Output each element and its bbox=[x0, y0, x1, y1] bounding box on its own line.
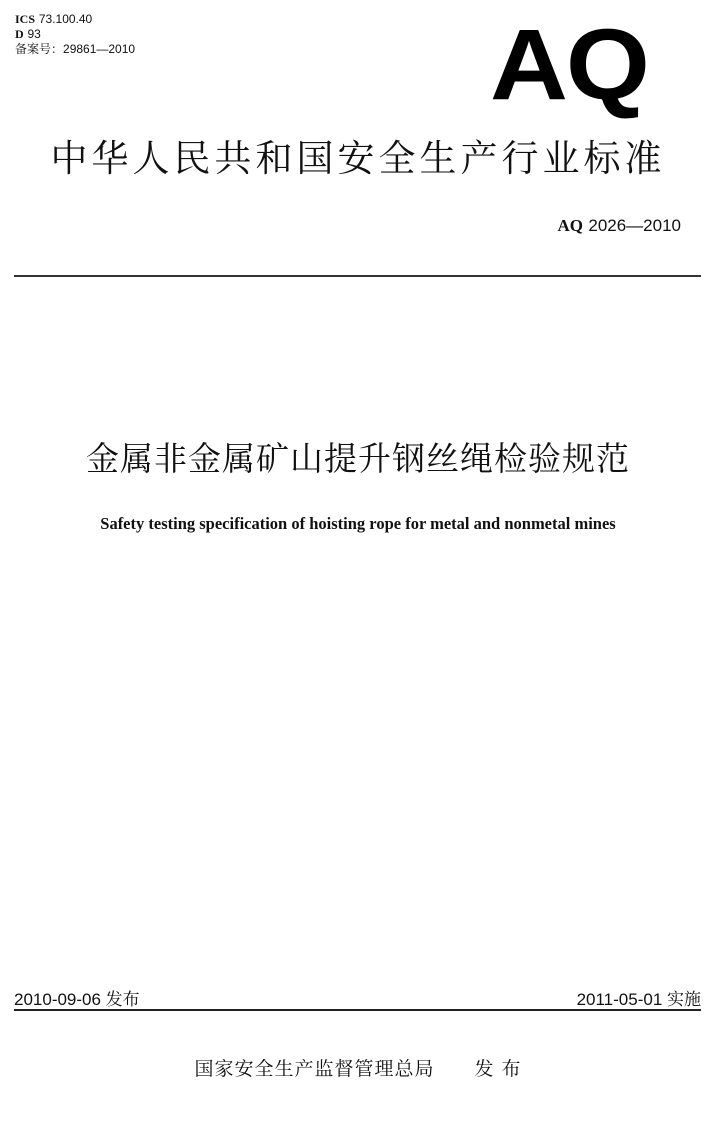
effective-date: 2011-05-01 实施 bbox=[576, 990, 701, 1009]
standard-code bbox=[557, 216, 681, 236]
ics-line: ICS 73.100.40 bbox=[15, 12, 93, 26]
standard-code-number: 2026—2010 bbox=[588, 216, 681, 235]
aq-logo: AQ bbox=[490, 9, 648, 121]
publish-date: 2010-09-06 发布 bbox=[14, 990, 140, 1009]
classification-block bbox=[15, 12, 135, 57]
clc-line: D 93 bbox=[15, 27, 41, 41]
document-title-english: Safety testing specification of hoisting rope for metal and nonmetal mines bbox=[100, 514, 616, 533]
record-line: 备案号：29861—2010 bbox=[15, 42, 136, 56]
issuer-name: 国家安全生产监督管理总局 bbox=[194, 1058, 435, 1080]
standard-code-prefix: AQ bbox=[557, 216, 583, 235]
top-divider bbox=[14, 275, 701, 277]
issue-action: 发 布 bbox=[474, 1058, 522, 1080]
standard-category: 中华人民共和国安全生产行业标准 bbox=[50, 137, 666, 180]
document-title-chinese: 金属非金属矿山提升钢丝绳检验规范 bbox=[86, 439, 630, 478]
issuer-line bbox=[0, 1054, 716, 1081]
bottom-divider bbox=[14, 1009, 701, 1011]
